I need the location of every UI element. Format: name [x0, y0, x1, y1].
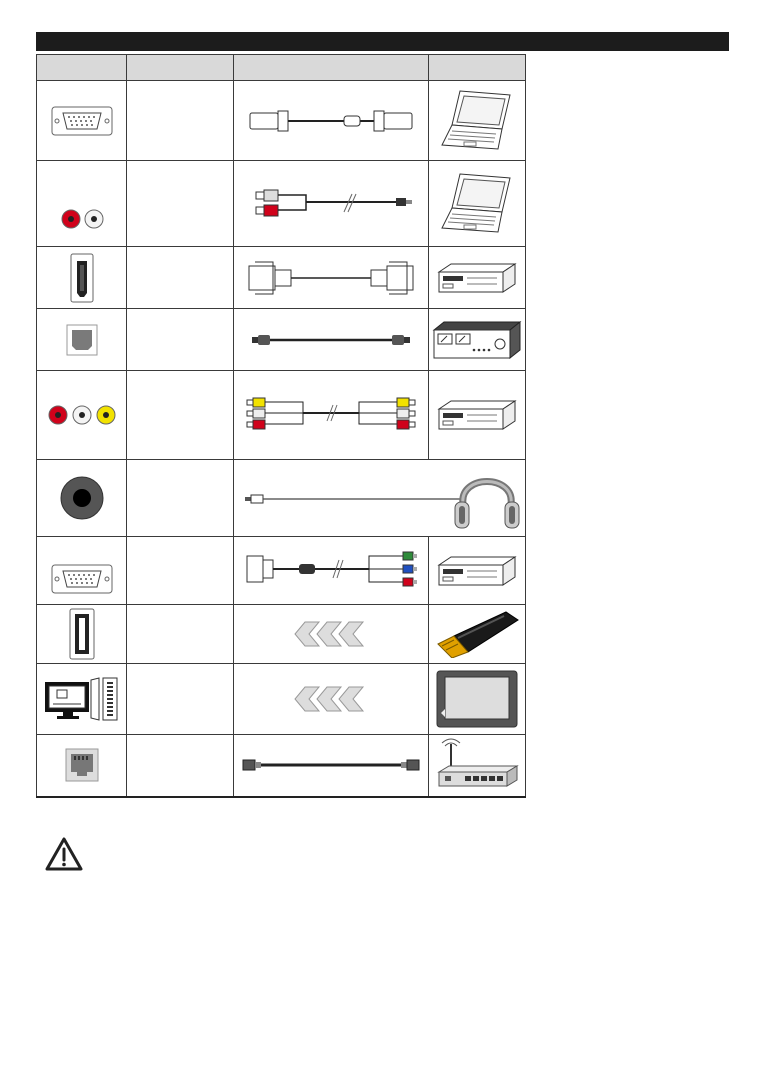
device-cell — [429, 664, 526, 735]
device-cell — [429, 309, 526, 371]
type-cell — [127, 247, 234, 309]
cable-cell — [234, 371, 429, 460]
table-row — [37, 664, 526, 735]
table-row — [37, 605, 526, 664]
cable-cell — [234, 664, 429, 735]
connections-table — [36, 54, 526, 798]
type-cell — [127, 309, 234, 371]
connector-cell — [37, 81, 127, 161]
type-cell — [127, 664, 234, 735]
ci-slot-icon — [43, 676, 121, 722]
optical-cable-icon — [246, 332, 416, 348]
connector-cell — [37, 247, 127, 309]
cable-cell — [234, 161, 429, 247]
vga-port-icon — [51, 564, 113, 594]
router-icon — [435, 738, 519, 792]
headphone-cable-icon — [237, 464, 523, 532]
cable-cell — [234, 460, 526, 537]
rca-to-jack-cable-icon — [246, 184, 416, 224]
type-cell — [127, 537, 234, 605]
header-device — [429, 55, 526, 81]
insert-arrows-icon — [291, 685, 371, 713]
warning-triangle-icon — [44, 836, 84, 872]
cable-cell — [234, 247, 429, 309]
table-row — [37, 735, 526, 797]
connector-cell — [37, 371, 127, 460]
device-cell — [429, 81, 526, 161]
header-cables — [234, 55, 429, 81]
ethernet-port-icon — [65, 748, 99, 782]
table-row — [37, 537, 526, 605]
type-cell — [127, 735, 234, 797]
cable-cell — [234, 309, 429, 371]
connector-cell — [37, 605, 127, 664]
device-cell — [429, 371, 526, 460]
set-top-box-icon — [437, 260, 517, 296]
type-cell — [127, 161, 234, 247]
hdmi-cable-icon — [245, 260, 417, 296]
usb-port-icon — [69, 608, 95, 660]
cable-cell — [234, 735, 429, 797]
table-row — [37, 247, 526, 309]
table-row — [37, 161, 526, 247]
amplifier-icon — [432, 320, 522, 360]
vga-cable-icon — [246, 106, 416, 136]
connector-cell — [37, 537, 127, 605]
hdmi-port-icon — [70, 253, 94, 303]
table-row — [37, 81, 526, 161]
device-cell — [429, 605, 526, 664]
header-connector — [37, 55, 127, 81]
table-row — [37, 371, 526, 460]
section-header-bar — [36, 32, 729, 51]
usb-stick-icon — [434, 610, 520, 658]
table-row — [37, 309, 526, 371]
type-cell — [127, 460, 234, 537]
headphone-jack-icon — [59, 475, 105, 521]
cable-cell — [234, 537, 429, 605]
device-cell — [429, 161, 526, 247]
device-cell — [429, 537, 526, 605]
headphones-icon — [455, 482, 519, 529]
set-top-box-icon — [437, 553, 517, 589]
cable-cell — [234, 605, 429, 664]
connector-cell — [37, 735, 127, 797]
set-top-box-icon — [437, 397, 517, 433]
connector-cell — [37, 161, 127, 247]
cam-module-icon — [435, 669, 519, 729]
connector-cell — [37, 309, 127, 371]
vga-port-icon — [51, 106, 113, 136]
cable-cell — [234, 81, 429, 161]
ethernet-cable-icon — [239, 756, 423, 774]
insert-arrows-icon — [291, 620, 371, 648]
table-row — [37, 460, 526, 537]
av-rca-port-icon — [46, 403, 118, 427]
audio-rca-port-icon — [54, 207, 110, 231]
type-cell — [127, 605, 234, 664]
header-type — [127, 55, 234, 81]
vga-to-component-cable-icon — [243, 548, 419, 594]
optical-port-icon — [66, 324, 98, 356]
connector-cell — [37, 460, 127, 537]
laptop-icon — [438, 87, 516, 155]
device-cell — [429, 247, 526, 309]
type-cell — [127, 81, 234, 161]
device-cell — [429, 735, 526, 797]
av-cable-icon — [243, 395, 419, 435]
connector-cell — [37, 664, 127, 735]
laptop-icon — [438, 170, 516, 238]
type-cell — [127, 371, 234, 460]
